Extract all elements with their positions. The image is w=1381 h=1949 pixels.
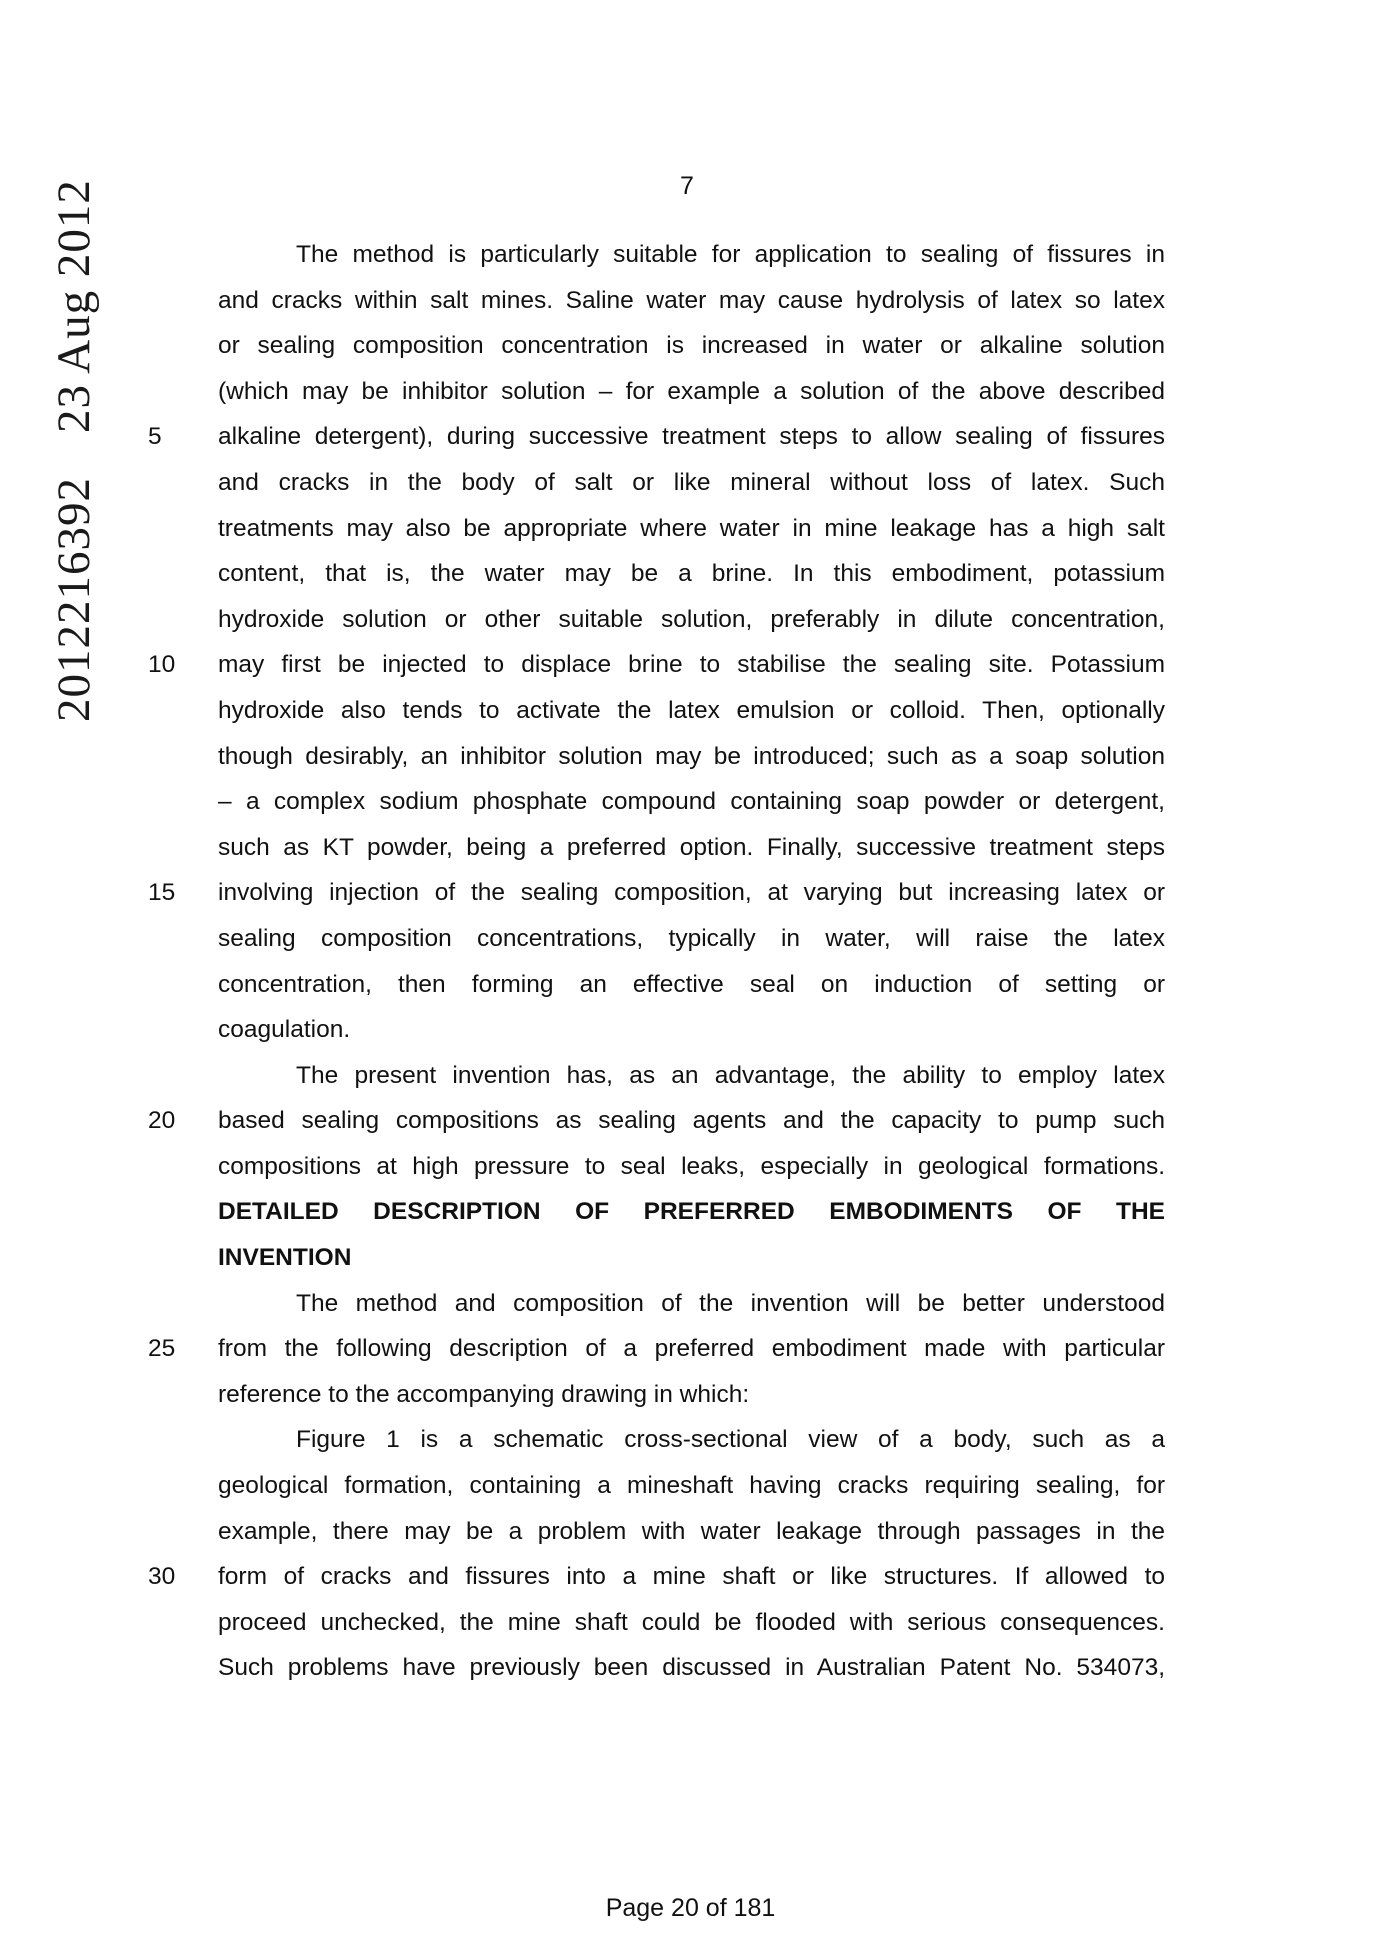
line-number: 5 [148,423,162,451]
margin-identifier [48,162,100,722]
section-heading: DETAILED DESCRIPTION OF PREFERRED EMBODIMENTS OF THE [218,1198,1165,1226]
text-line [148,414,1165,460]
text-line: Such problems have previously been discussed in Australian Patent No. 534073, [218,1654,1165,1682]
text-line: content, that is, the water may be a brine. In this embodiment, potassium [218,560,1165,588]
text-line: (which may be inhibitor solution – for example a solution of the above described [218,377,1165,405]
text-line: or sealing composition concentration is increased in water or alkaline solution [218,332,1165,360]
text-line: The method is particularly suitable for application to sealing of fissures in [296,241,1165,268]
text-line: and cracks in the body of salt or like mineral without loss of latex. Such [218,468,1165,496]
body-text [148,232,1165,1691]
filing-date: 23 Aug 2012 [48,179,100,433]
text-line: Figure 1 is a schematic cross-sectional view of a body, such as a [296,1426,1165,1454]
text-line: example, there may be a problem with water leakage through passages in the [218,1517,1165,1545]
text-line-content: from the following description of a preferred embodiment made with particular [218,1335,1165,1363]
text-line: reference to the accompanying drawing in which: [218,1380,750,1408]
text-line: – a complex sodium phosphate compound containing soap powder or detergent, [218,788,1165,816]
line-number: 30 [148,1563,176,1591]
text-line [148,642,1165,688]
text-line [148,1098,1165,1144]
text-line: such as KT powder, being a preferred option. Finally, successive treatment steps [218,833,1165,861]
text-line [148,870,1165,916]
text-line: hydroxide also tends to activate the latex emulsion or colloid. Then, optionally [218,696,1165,724]
text-line [148,1326,1165,1372]
line-number: 25 [148,1335,176,1363]
text-line: though desirably, an inhibitor solution may be introduced; such as a soap solution [218,742,1165,770]
text-line: and cracks within salt mines. Saline water may cause hydrolysis of latex so latex [218,286,1165,314]
page-number: 7 [680,172,694,200]
text-line: geological formation, containing a mineshaft having cracks requiring sealing, for [218,1472,1165,1500]
text-line-content: form of cracks and fissures into a mine shaft or like structures. If allowed to [218,1563,1165,1591]
text-line: coagulation. [218,1016,351,1044]
application-number: 2012216392 [48,477,100,722]
text-line: The method and composition of the invention will be better understood [296,1289,1165,1317]
text-line: concentration, then forming an effective seal on induction of setting or [218,970,1165,998]
page-footer: Page 20 of 181 [605,1894,776,1922]
text-line-content: based sealing compositions as sealing agents and the capacity to pump such [218,1107,1165,1135]
line-number: 15 [148,879,176,907]
text-line: compositions at high pressure to seal leaks, especially in geological formations. [218,1152,1165,1180]
text-line-content: may first be injected to displace brine to stabilise the sealing site. Potassium [218,651,1165,679]
text-line: The present invention has, as an advantage, the ability to employ latex [296,1061,1165,1089]
text-line-content: alkaline detergent), during successive treatment steps to allow sealing of fissures [218,423,1165,451]
text-line: proceed unchecked, the mine shaft could be flooded with serious consequences. [218,1608,1165,1636]
section-heading: INVENTION [218,1244,352,1272]
text-line [148,1554,1165,1600]
text-line: hydroxide solution or other suitable solution, preferably in dilute concentration, [218,605,1165,633]
text-line-content: involving injection of the sealing composition, at varying but increasing latex or [218,879,1165,907]
line-number: 10 [148,651,176,679]
text-line: treatments may also be appropriate where water in mine leakage has a high salt [218,514,1165,542]
text-line: sealing composition concentrations, typically in water, will raise the latex [218,924,1165,952]
line-number: 20 [148,1107,176,1135]
